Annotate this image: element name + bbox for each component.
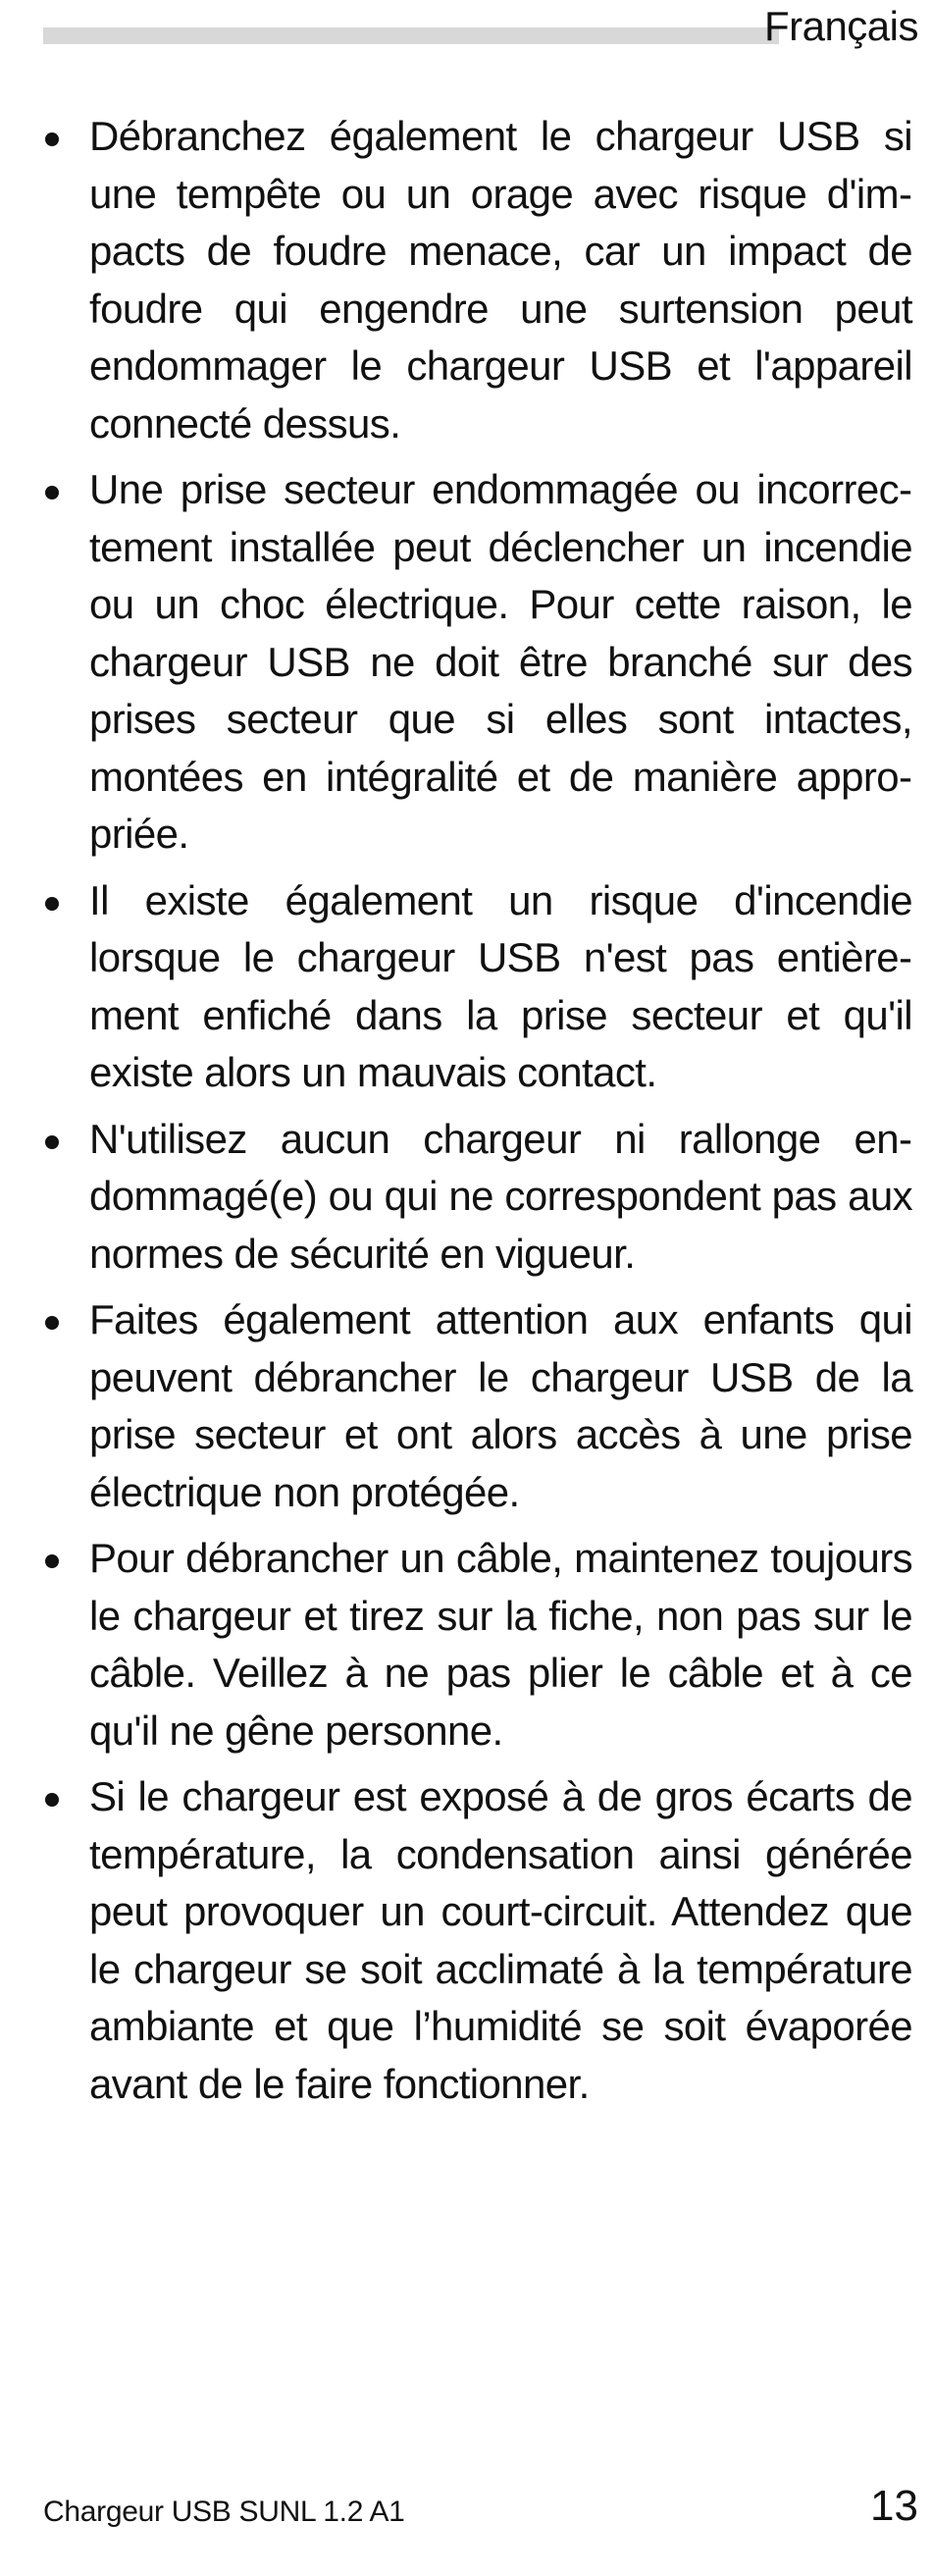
- bullet-icon: [45, 132, 59, 146]
- bullet-icon: [45, 486, 59, 499]
- list-item: [39, 1111, 912, 1284]
- list-item-text: Une prise secteur endommagée ou incorrectement installée peut déclencher un incendie ou un choc électrique. Pour cette raison, le chargeur USB ne doit être branché sur des prises secteur que si elles sont intactes, montées en intégralité et de manière appropriée.: [89, 466, 912, 857]
- safety-instructions-list: [39, 108, 912, 2122]
- list-item-text: N'utilisez aucun chargeur ni rallonge endommagé(e) ou qui ne correspondent pas aux normes de sécurité en vigueur.: [89, 1115, 912, 1277]
- list-item: [39, 1291, 912, 1521]
- bullet-icon: [45, 1135, 59, 1149]
- list-item-text: Il existe également un risque d'incendie lorsque le chargeur USB n'est pas entièrement enfiché dans la prise secteur et qu'il existe alors un mauvais contact.: [89, 876, 912, 1095]
- list-item: [39, 108, 912, 452]
- bullet-icon: [45, 897, 59, 911]
- list-item: [39, 872, 912, 1102]
- list-item-text: Débranchez également le chargeur USB si une tempête ou un orage avec risque d'impacts de foudre menace, car un impact de foudre qui engendre une surtension peut endommager le chargeur USB et l'appareil connecté dessus.: [89, 113, 912, 447]
- footer-product-name: Chargeur USB SUNL 1.2 A1: [43, 2496, 405, 2528]
- list-item-text: Pour débrancher un câble, maintenez toujours le chargeur et tirez sur la fiche, non pas sur le câble. Veillez à ne pas plier le câble et à ce qu'il ne gêne personne.: [89, 1535, 912, 1754]
- bullet-icon: [45, 1554, 59, 1568]
- list-item: [39, 461, 912, 864]
- list-item: [39, 1768, 912, 2113]
- header-rule: [43, 27, 779, 44]
- page-number: 13: [870, 2482, 918, 2530]
- list-item: [39, 1530, 912, 1760]
- bullet-icon: [45, 1316, 59, 1330]
- list-item-text: Si le chargeur est exposé à de gros écarts de température, la condensation ainsi générée peut provoquer un court-circuit. Attendez que le chargeur se soit acclimaté à la température ambiante et que l’humidité se soit évaporée avant de le faire fonctionner.: [89, 1773, 912, 2107]
- header-language: Français: [763, 3, 918, 49]
- bullet-icon: [45, 1793, 59, 1807]
- list-item-text: Faites également attention aux enfants qui peuvent débrancher le chargeur USB de la prise secteur et ont alors accès à une prise électrique non protégée.: [89, 1296, 912, 1515]
